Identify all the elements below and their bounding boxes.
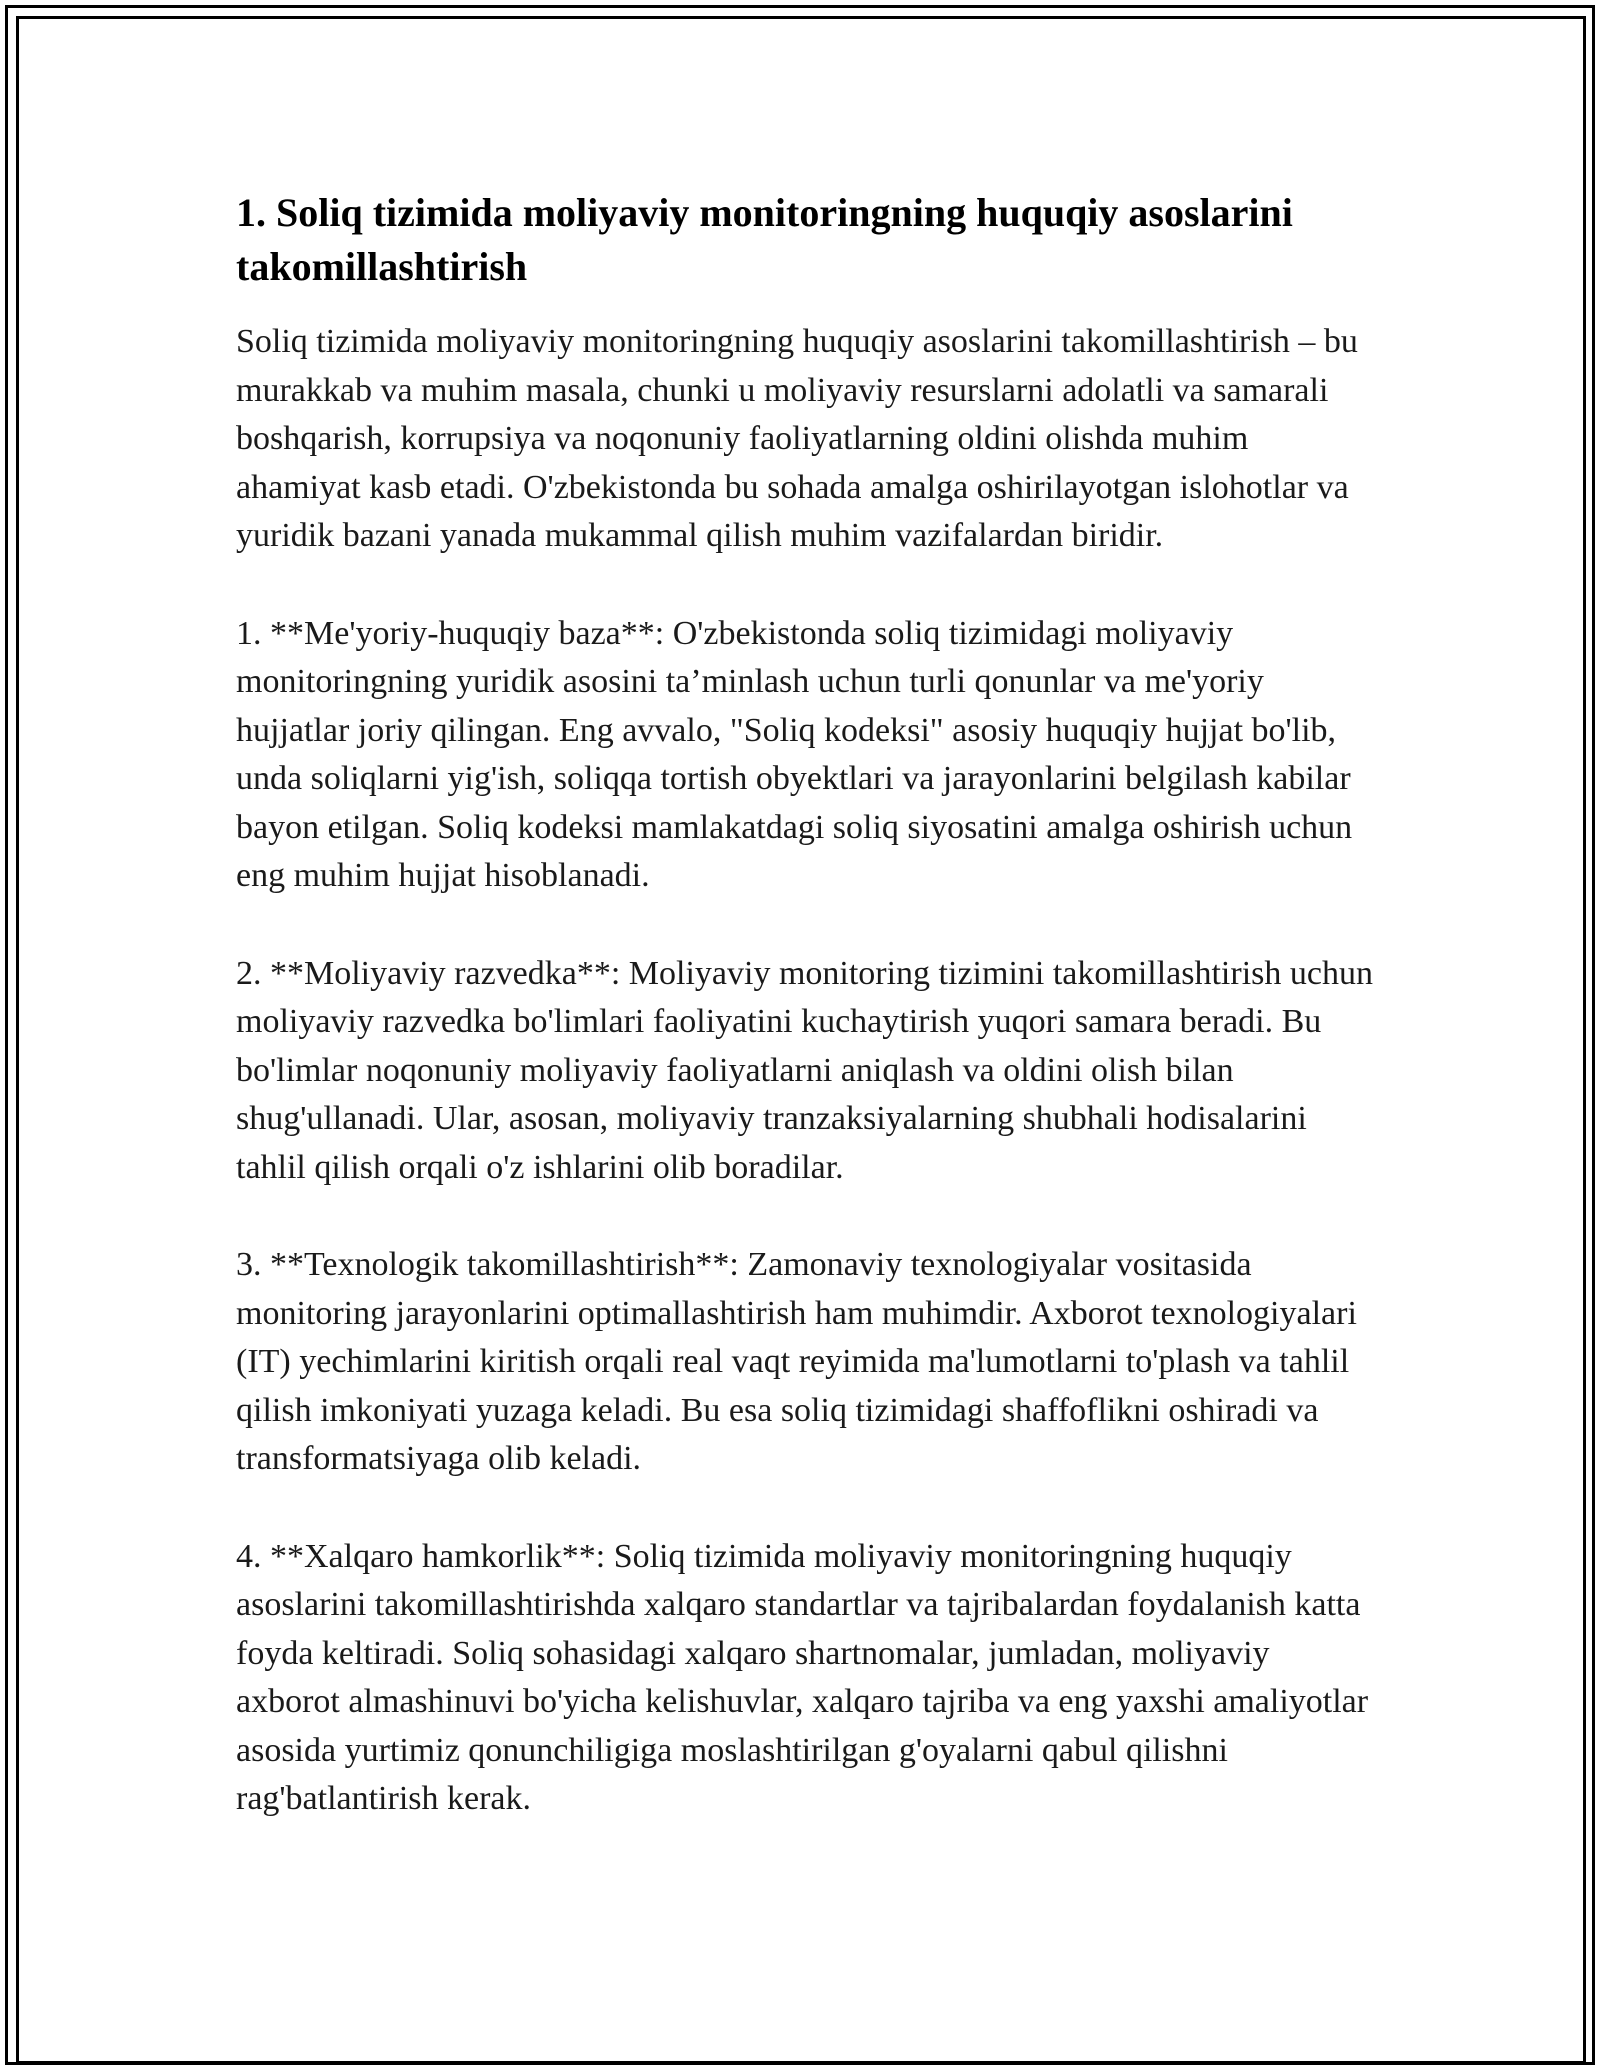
- paragraph-international-cooperation: 4. **Xalqaro hamkorlik**: Soliq tizimida moliyaviy monitoringning huquqiy asoslarini takomillashtirishda xalqaro standartlar va tajribalardan foydalanish katta foyda keltiradi. Soliq sohasidagi xalqaro shartnomalar, jumladan, moliyaviy axborot almashinuvi bo'yicha kelishuvlar, xalqaro tajriba va eng yaxshi amaliyotlar asosida yurtimiz qonunchiligiga moslashtirilgan g'oyalarni qabul qilishni rag'batlantirish kerak.: [236, 1537, 1369, 1817]
- document-title: 1. Soliq tizimida moliyaviy monitoringning huquqiy asoslarini takomillashtirish: [236, 190, 1293, 289]
- paragraph-financial-intelligence: 2. **Moliyaviy razvedka**: Moliyaviy monitoring tizimini takomillashtirish uchun moliyaviy razvedka bo'limlari faoliyatini kuchaytirish yuqori samara beradi. Bu bo'limlar noqonuniy moliyaviy faoliyatlarni aniqlash va oldini olish bilan shug'ullanadi. Ular, asosan, moliyaviy tranzaksiyalarning shubhali hodisalarini tahlil qilish orqali o'z ishlarini olib boradilar.: [236, 954, 1373, 1186]
- intro-paragraph: Soliq tizimida moliyaviy monitoringning huquqiy asoslarini takomillashtirish – bu murakkab va muhim masala, chunki u moliyaviy resurslarni adolatli va samarali boshqarish, korrupsiya va noqonuniy faoliyatlarning oldini olishda muhim ahamiyat kasb etadi. O'zbekistonda bu sohada amalga oshirilayotgan islohotlar va yuridik bazani yanada mukammal qilish muhim vazifalardan biridir.: [236, 323, 1358, 554]
- document-body: [236, 186, 1376, 1824]
- paragraph-normative-legal-base: 1. **Me'yoriy-huquqiy baza**: O'zbekistonda soliq tizimidagi moliyaviy monitoringning yuridik asosini ta’minlash uchun turli qonunlar va me'yoriy hujjatlar joriy qilingan. Eng avvalo, "Soliq kodeksi" asosiy huquqiy hujjat bo'lib, unda soliqlarni yig'ish, soliqqa tortish obyektlari va jarayonlarini belgilash kabilar bayon etilgan. Soliq kodeksi mamlakatdagi soliq siyosatini amalga oshirish uchun eng muhim hujjat hisoblanadi.: [236, 614, 1353, 894]
- paragraph-technological-improvement: 3. **Texnologik takomillashtirish**: Zamonaviy texnologiyalar vositasida monitoring jarayonlarini optimallashtirish ham muhimdir. Axborot texnologiyalari (IT) yechimlarini kiritish orqali real vaqt reyimida ma'lumotlarni to'plash va tahlil qilish imkoniyati yuzaga keladi. Bu esa soliq tizimidagi shaffoflikni oshiradi va transformatsiyaga olib keladi.: [236, 1246, 1357, 1477]
